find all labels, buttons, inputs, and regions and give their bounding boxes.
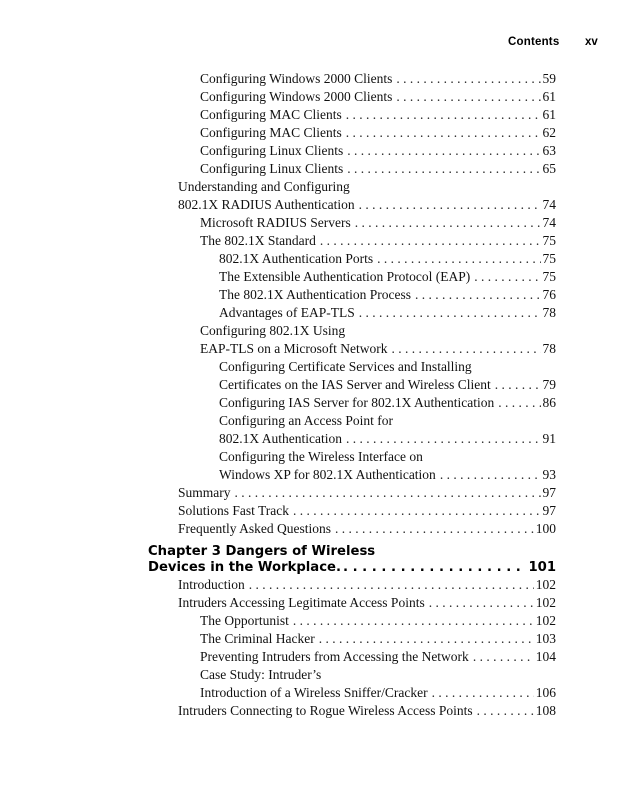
- toc-entry: [219, 431, 556, 449]
- toc-entry: [200, 233, 556, 251]
- toc-entry-page: 108: [535, 703, 556, 718]
- toc-entry-title: Introduction of a Wireless Sniffer/Cracker: [200, 685, 428, 700]
- toc-entry-page: 78: [542, 341, 556, 356]
- toc-entry: [200, 161, 556, 179]
- toc-entry-title: Configuring MAC Clients: [200, 125, 342, 140]
- toc-entry-page: 106: [535, 685, 556, 700]
- chapter-heading: [148, 560, 556, 578]
- toc-entry-page: 93: [542, 467, 556, 482]
- toc-entry-page: 86: [542, 395, 556, 410]
- toc-entry: [219, 287, 556, 305]
- toc-entry-page: 97: [542, 485, 556, 500]
- toc-entry-title: Configuring MAC Clients: [200, 107, 342, 122]
- toc-entry-page: 75: [542, 233, 556, 248]
- toc-entry-title: The Criminal Hacker: [200, 631, 315, 646]
- toc-entry-page: 91: [542, 431, 556, 446]
- toc-entry: [200, 125, 556, 143]
- toc-entry: [219, 305, 556, 323]
- toc-entry-line1: Understanding and Configuring: [178, 179, 350, 194]
- toc-entry-page: 102: [535, 577, 556, 592]
- toc-entry: [200, 89, 556, 107]
- toc-entry-title: 802.1X Authentication: [219, 431, 342, 446]
- toc-entry-title: Microsoft RADIUS Servers: [200, 215, 351, 230]
- toc-entry-line1: Configuring 802.1X Using: [200, 323, 346, 338]
- toc-entry-page: 75: [542, 269, 556, 284]
- toc-entry: [219, 467, 556, 485]
- chapter-page: 101: [528, 560, 556, 575]
- toc-entry: [200, 143, 556, 161]
- toc-entry-title: Frequently Asked Questions: [178, 521, 331, 536]
- toc-entry-title: Intruders Accessing Legitimate Access Points: [178, 595, 425, 610]
- toc-entry: [178, 503, 556, 521]
- toc-entry: [178, 485, 556, 503]
- toc-entry: [200, 341, 556, 359]
- chapter-title: Devices in the Workplace.: [148, 560, 341, 575]
- toc-entry-title: Preventing Intruders from Accessing the Network: [200, 649, 469, 664]
- toc-entry: [219, 395, 556, 413]
- toc-entry-title: Windows XP for 802.1X Authentication: [219, 467, 436, 482]
- toc-entry: [178, 703, 556, 721]
- toc-entry-page: 65: [542, 161, 556, 176]
- toc-entry: [219, 269, 556, 287]
- toc-entry-title: The 802.1X Authentication Process: [219, 287, 411, 302]
- toc-entry-page: 74: [542, 197, 556, 212]
- toc-entry-title: 802.1X Authentication Ports: [219, 251, 374, 266]
- running-header-page-number: xv: [585, 36, 598, 48]
- toc-entry-page: 61: [542, 89, 556, 104]
- toc-entry-page: 79: [542, 377, 556, 392]
- running-header-title: Contents: [508, 36, 560, 48]
- toc-entry-page: 59: [542, 71, 556, 86]
- toc-entry-page: 76: [542, 287, 556, 302]
- toc-entry-title: The 802.1X Standard: [200, 233, 316, 248]
- toc-entry-line1: Configuring Certificate Services and Installing: [219, 359, 472, 374]
- toc-entry-title: Configuring Windows 2000 Clients: [200, 71, 393, 86]
- toc-entry-page: 63: [542, 143, 556, 158]
- toc-entry-page: 62: [542, 125, 556, 140]
- toc-entry-title: Introduction: [178, 577, 245, 592]
- toc-entry: [200, 71, 556, 89]
- toc-entry-page: 102: [535, 595, 556, 610]
- toc-entry-title: Certificates on the IAS Server and Wireless Client: [219, 377, 491, 392]
- toc-entry: [219, 251, 556, 269]
- toc-entry: [178, 197, 556, 215]
- toc-entry: [178, 577, 556, 595]
- toc-entry: [200, 613, 556, 631]
- toc-entry-page: 78: [542, 305, 556, 320]
- toc-entry-page: 104: [535, 649, 556, 664]
- toc-entry-page: 100: [535, 521, 556, 536]
- toc-entry: [200, 631, 556, 649]
- toc-entry-title: Advantages of EAP-TLS: [219, 305, 355, 320]
- toc-entry-title: The Extensible Authentication Protocol (EAP): [219, 269, 471, 284]
- toc-entry-title: Configuring IAS Server for 802.1X Authentication: [219, 395, 495, 410]
- toc-entry: [200, 107, 556, 125]
- toc-entry: [200, 685, 556, 703]
- toc-entry-page: 74: [542, 215, 556, 230]
- toc-entry: [200, 649, 556, 667]
- toc-entry: [178, 521, 556, 539]
- toc-entry-line1: Configuring the Wireless Interface on: [219, 449, 423, 464]
- toc-entry-page: 102: [535, 613, 556, 628]
- toc-entry-page: 61: [542, 107, 556, 122]
- toc-entry: [200, 215, 556, 233]
- toc-entry-title: The Opportunist: [200, 613, 289, 628]
- toc-entry-page: 75: [542, 251, 556, 266]
- toc-entry-line1: Configuring an Access Point for: [219, 413, 393, 428]
- chapter-heading-line1: Chapter 3 Dangers of Wireless: [148, 544, 376, 559]
- toc-entry-title: Solutions Fast Track: [178, 503, 290, 518]
- toc-entry-title: EAP-TLS on a Microsoft Network: [200, 341, 388, 356]
- toc-entry-title: Configuring Windows 2000 Clients: [200, 89, 393, 104]
- toc-entry-title: Configuring Linux Clients: [200, 161, 344, 176]
- toc-entry-title: Summary: [178, 485, 231, 500]
- toc-entry-page: 97: [542, 503, 556, 518]
- toc-entry-title: Intruders Connecting to Rogue Wireless Access Points: [178, 703, 473, 718]
- toc-entry: [219, 377, 556, 395]
- toc-entry-page: 103: [535, 631, 556, 646]
- toc-entry-title: 802.1X RADIUS Authentication: [178, 197, 355, 212]
- toc-entry: [178, 595, 556, 613]
- toc-entry-title: Configuring Linux Clients: [200, 143, 344, 158]
- toc-entry-line1: Case Study: Intruder’s: [200, 667, 322, 682]
